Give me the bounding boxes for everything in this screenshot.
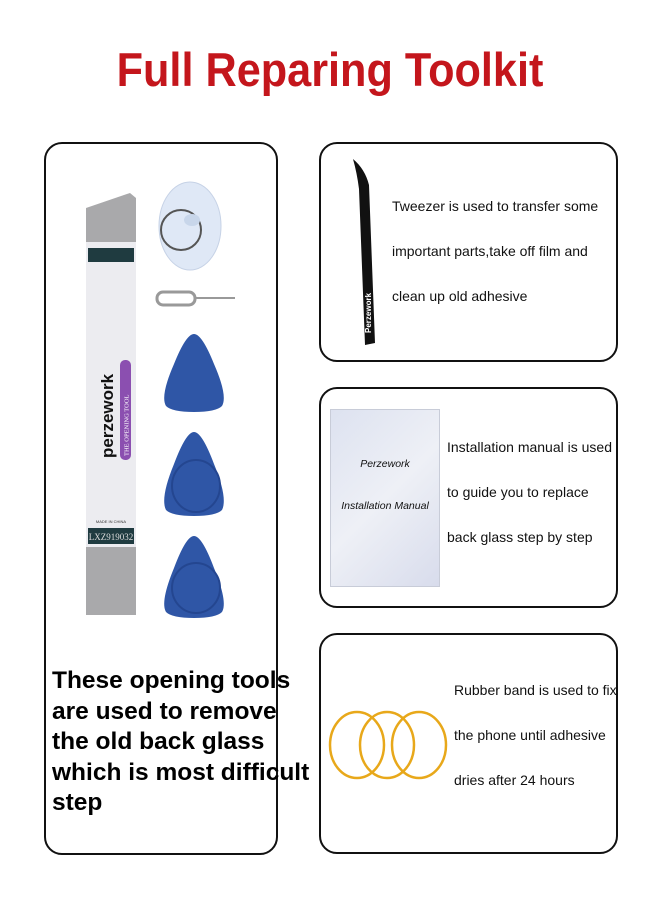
sim-pin-icon [155,288,237,310]
tweezer-description: Tweezer is used to transfer some important parts,take off film and clean up old adhesive [392,198,599,304]
svg-text:Perzework: Perzework [364,292,373,333]
manual-description: Installation manual is used to guide you to replace back glass step by step [447,439,612,545]
opening-tool-strip-icon [80,190,142,620]
svg-text:THE OPENING TOOL: THE OPENING TOOL [123,394,131,456]
opening-pick-icon [158,532,230,622]
opening-tools-description: These opening tools are used to remove the old back glass which is most difficult step [52,667,310,816]
rubber-bands-icon [325,708,450,783]
tweezer-icon [345,155,385,350]
svg-text:LXZ919032: LXZ919032 [88,532,134,542]
svg-text:MADE IN CHINA: MADE IN CHINA [95,519,127,524]
page-title: Full Reparing Toolkit [116,43,544,96]
suction-cup-icon [155,180,225,275]
installation-manual-image: Perzework Installation Manual [330,409,440,587]
brand-text: perzework [98,373,117,458]
opening-pick-icon [158,330,230,415]
rubber-band-description: Rubber band is used to fix the phone until adhesive dries after 24 hours [454,682,617,788]
opening-pick-icon [158,428,230,520]
